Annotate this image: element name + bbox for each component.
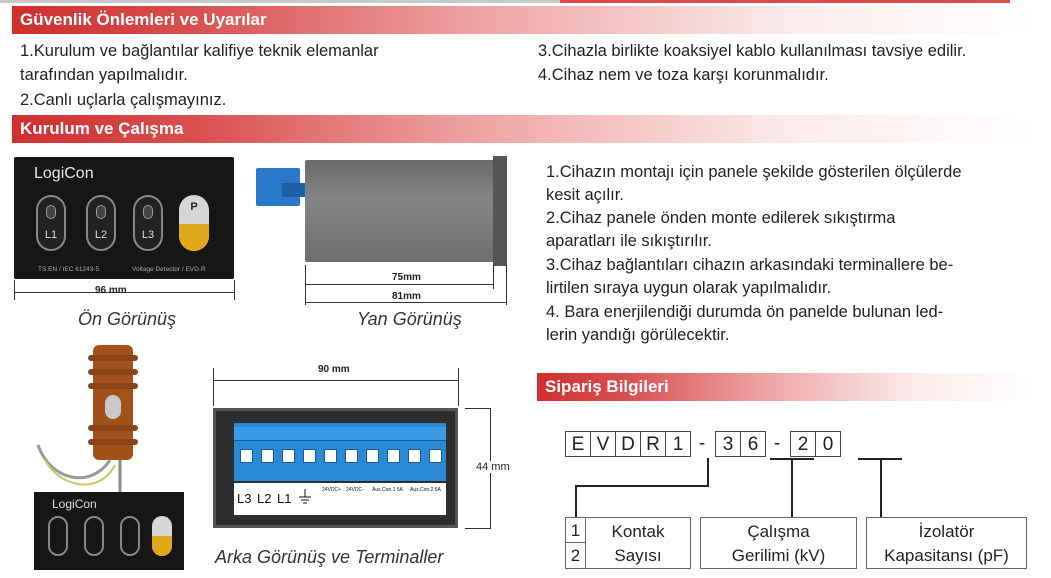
contact-count-options [566, 518, 586, 568]
cable-icon [20, 420, 140, 500]
operating-voltage-label-1: Çalışma [747, 522, 810, 541]
code-connector-line [575, 485, 577, 517]
led-l3-icon [133, 195, 163, 251]
dim-tick [305, 265, 306, 305]
install-step-line: 2.Cihaz panele önden monte edilerek sıkıştırma [546, 209, 896, 227]
back-height-label: 44 mm [476, 461, 510, 473]
dim-tick [458, 368, 459, 406]
safety-item-1b: tarafından yapılmalıdır. [20, 66, 188, 84]
led-label: L1 [44, 229, 58, 241]
dim-tick [465, 528, 491, 529]
dim-tick [465, 408, 491, 409]
ground-icon [298, 489, 312, 507]
code-connector-line [707, 458, 709, 486]
side-view-image [305, 160, 500, 262]
safety-item-3: 3.Cihazla birlikte koaksiyel kablo kullanılması tavsiye edilir. [538, 42, 967, 60]
dim-tick [506, 265, 507, 305]
contact-count-box [565, 517, 691, 569]
terminal-labels [234, 483, 446, 515]
code-char: E [565, 431, 591, 457]
standard-text: TS EN / IEC 61243-5 [38, 266, 100, 273]
code-char: V [590, 431, 616, 457]
terminal-block-icon [234, 423, 446, 481]
contact-count-label-2: Sayısı [614, 546, 662, 565]
terminal-small-label: 24VDC- [346, 487, 364, 493]
terminal-small-label: Aux.Con.1 5A [372, 487, 403, 493]
contact-count-label-1: Kontak [611, 522, 665, 541]
back-width-dimension [213, 380, 458, 381]
install-step-line: 4. Bara enerjilendiği durumda ön panelde bulunan led- [546, 303, 944, 321]
side-connector-plug-icon [282, 183, 306, 197]
back-width-label: 90 mm [318, 364, 350, 375]
brand-logo: LogiCon [34, 165, 94, 182]
install-step-line: lerin yandığı görülecektir. [546, 326, 730, 344]
dim-tick [213, 368, 214, 406]
option-number: 1 [566, 518, 585, 543]
code-dash: - [691, 431, 713, 457]
terminal-label: L2 [257, 491, 272, 506]
test-button-label: P [190, 201, 198, 213]
code-dash: - [766, 431, 788, 457]
insulator-capacitance-box [866, 517, 1027, 569]
code-char: 1 [665, 431, 691, 457]
led-l2-icon [86, 195, 116, 251]
code-char: 6 [740, 431, 766, 457]
side-outer-label: 81mm [392, 291, 421, 302]
safety-section-title: Güvenlik Önlemleri ve Uyarılar [12, 6, 1040, 34]
operating-voltage-box [700, 517, 857, 569]
back-view-image [213, 408, 458, 528]
small-front-panel-image [34, 492, 184, 570]
safety-item-4: 4.Cihaz nem ve toza karşı korunmalıdır. [538, 66, 829, 84]
front-view-caption: Ön Görünüş [78, 309, 177, 329]
safety-item-1a: 1.Kurulum ve bağlantılar kalifiye teknik elemanlar [20, 42, 379, 60]
install-section-title: Kurulum ve Çalışma [12, 115, 1040, 143]
install-step-line: aparatları ile sıkıştırılır. [546, 232, 712, 250]
code-connector-line [880, 458, 882, 517]
led-l1-icon [36, 195, 66, 251]
side-outer-dimension [305, 302, 506, 303]
safety-item-2: 2.Canlı uçlarla çalışmayınız. [20, 91, 227, 109]
back-view-caption: Arka Görünüş ve Terminaller [215, 547, 444, 567]
top-rule [0, 0, 1051, 4]
front-panel-image [14, 157, 234, 279]
terminal-small-label: Aux.Con.2 5A [410, 487, 441, 493]
test-button-icon [179, 195, 209, 251]
operating-voltage-label-2: Gerilimi (kV) [731, 546, 826, 565]
code-char: 2 [790, 431, 816, 457]
install-step-line: kesit açılır. [546, 186, 624, 204]
install-step-line: 1.Cihazın montajı için panele şekilde gösterilen ölçülerde [546, 163, 962, 181]
code-char: 0 [815, 431, 841, 457]
model-text: Voltage Detector / EVD-R [132, 266, 206, 273]
side-inner-dimension [305, 284, 493, 285]
code-char: D [615, 431, 641, 457]
option-number: 2 [570, 546, 581, 565]
dim-tick [234, 280, 235, 300]
code-connector-line [575, 485, 709, 487]
front-width-label: 96 mm [95, 285, 127, 296]
insulator-capacitance-label-2: Kapasitansı (pF) [884, 546, 1009, 565]
terminal-label: L1 [277, 491, 292, 506]
install-step-line: lirtilen sıraya uygun olarak yapılmalıdır. [546, 279, 832, 297]
insulator-capacitance-label-1: İzolatör [918, 522, 975, 541]
code-connector-line [791, 458, 793, 517]
code-char: R [640, 431, 666, 457]
terminal-small-label: 24VDC+ [322, 487, 342, 493]
small-brand-logo: LogiCon [52, 497, 97, 511]
led-label: L3 [141, 229, 155, 241]
order-section-title: Sipariş Bilgileri [537, 373, 1037, 401]
dim-tick [14, 280, 15, 300]
side-inner-label: 75mm [392, 272, 421, 283]
dim-tick [493, 265, 494, 289]
terminal-label: L3 [237, 491, 252, 506]
led-label: L2 [94, 229, 108, 241]
side-view-caption: Yan Görünüş [357, 309, 462, 329]
order-code [565, 431, 840, 457]
install-step-line: 3.Cihaz bağlantıları cihazın arkasındaki terminallere be- [546, 256, 954, 274]
code-char: 3 [715, 431, 741, 457]
side-flange-icon [493, 156, 507, 266]
